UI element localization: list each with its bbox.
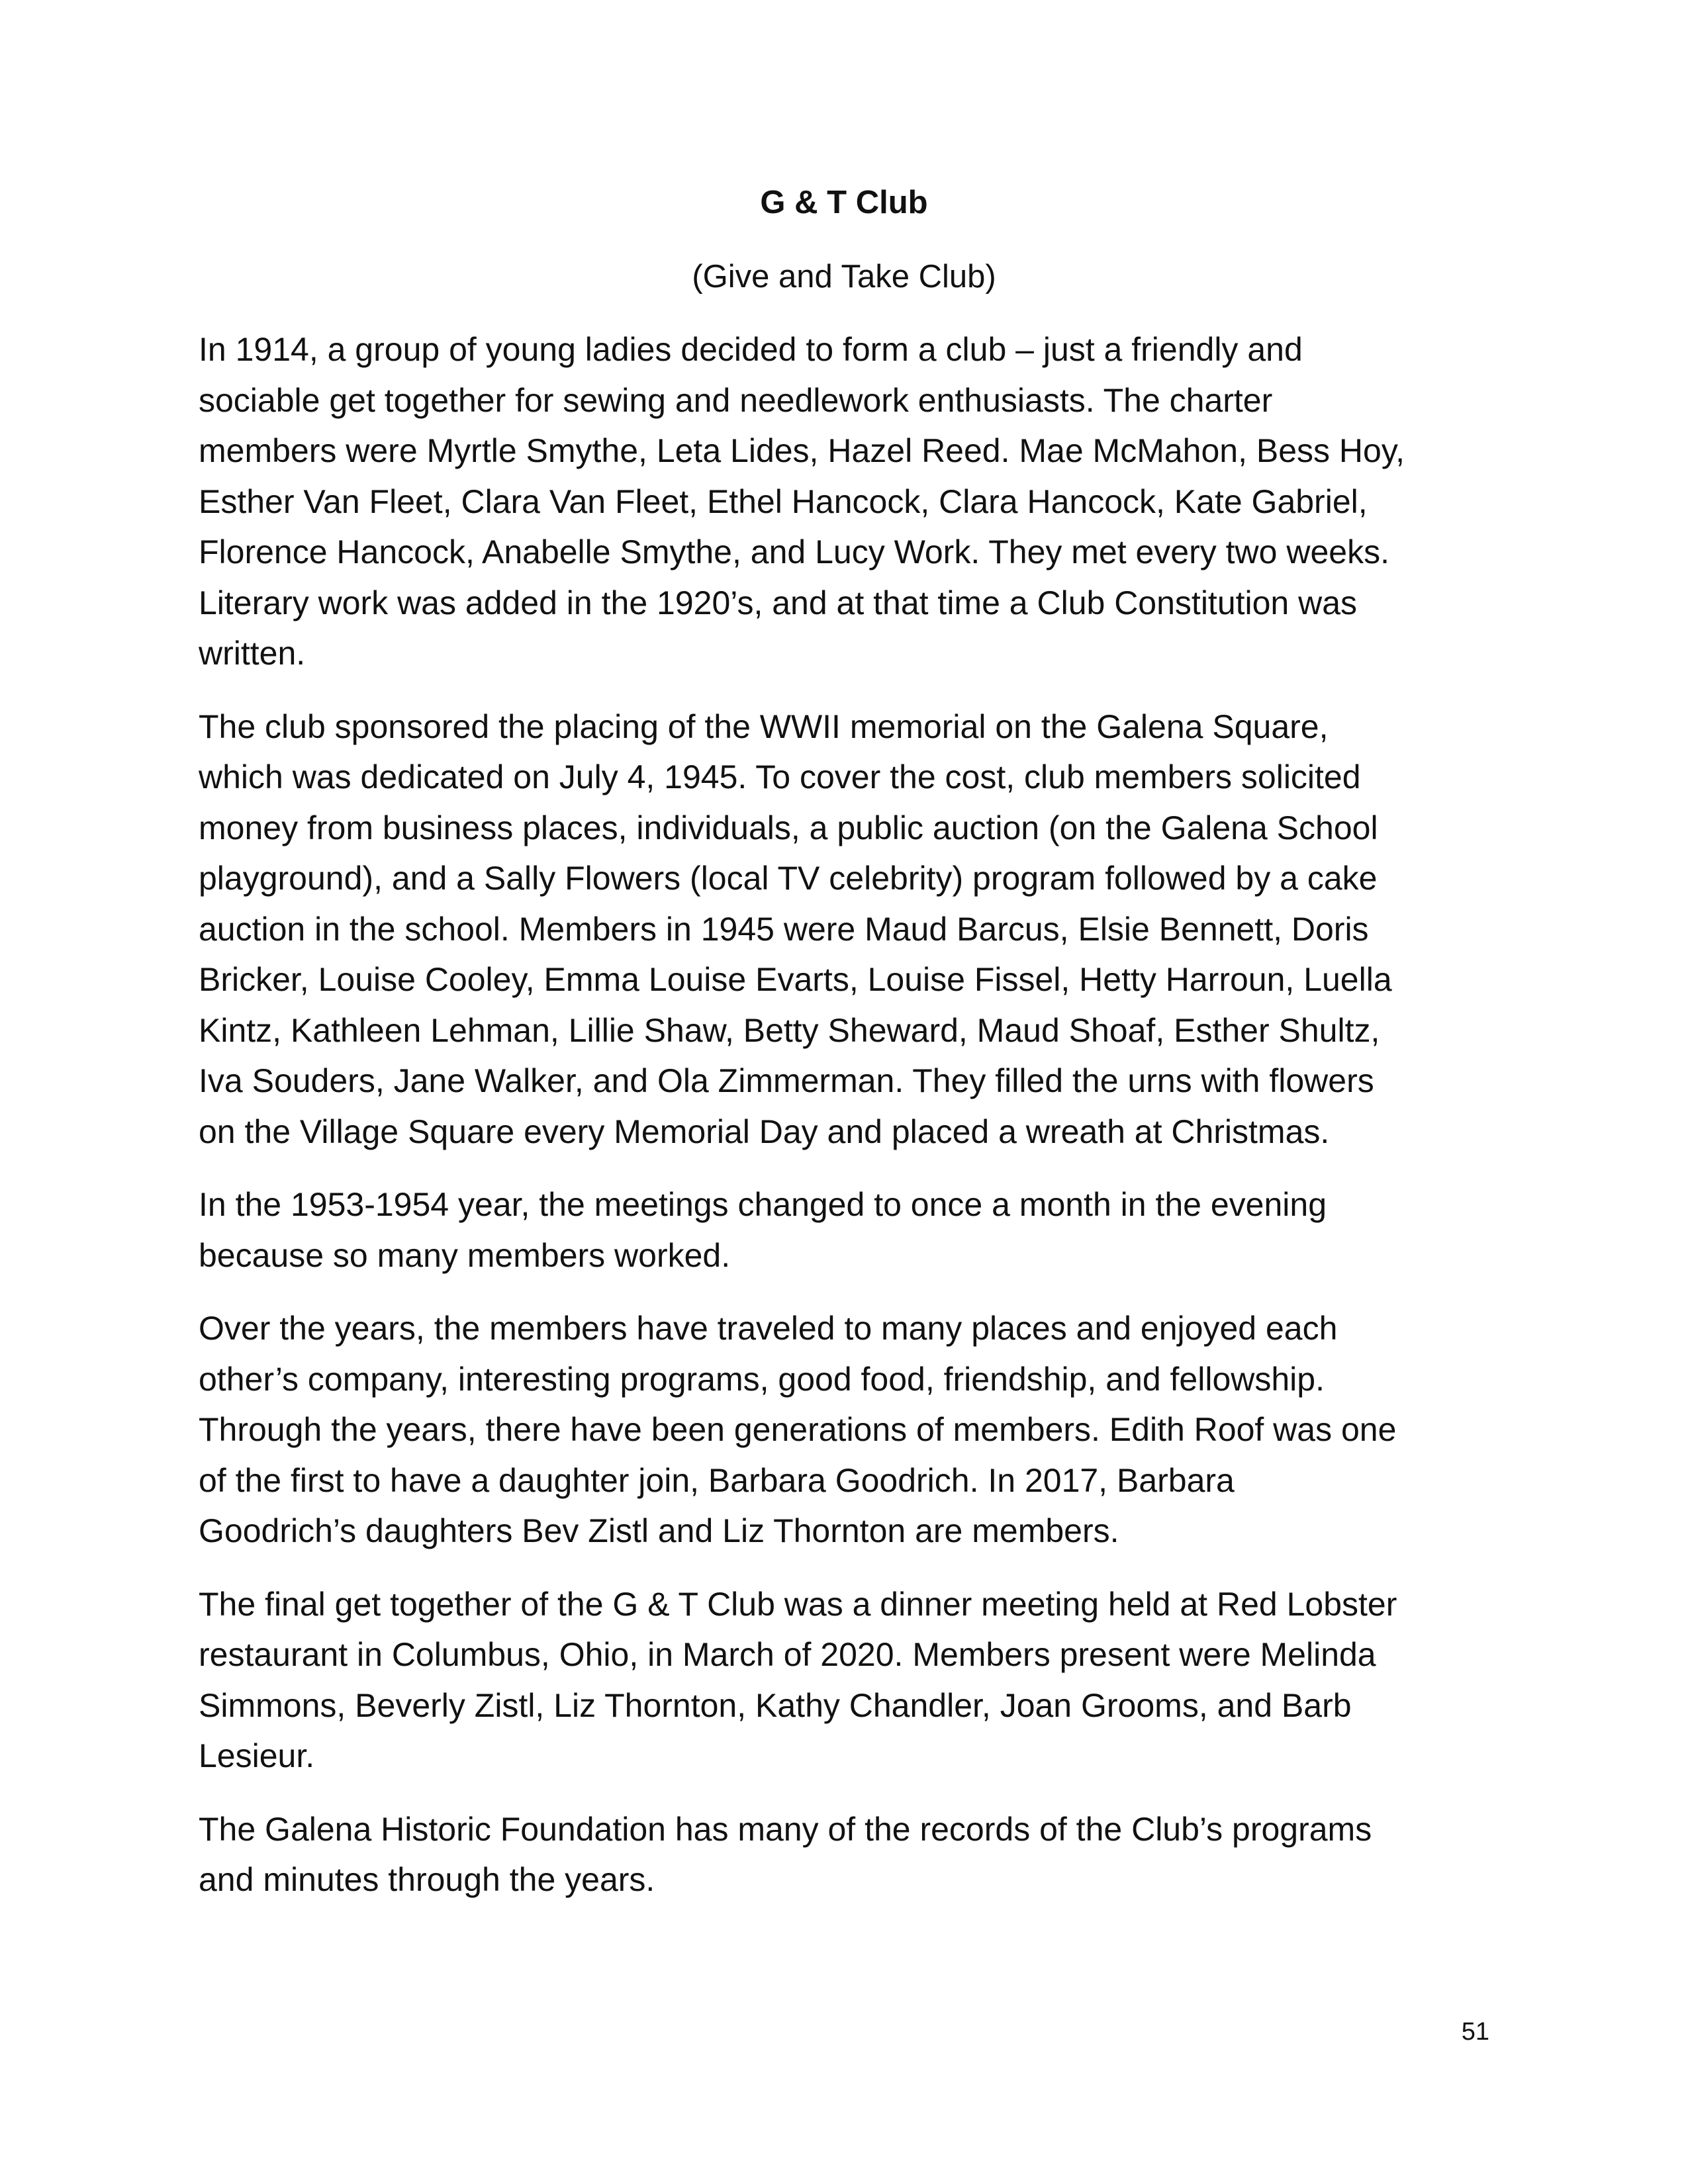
text-line: money from business places, individuals, a public auction (on the Galena School: [199, 809, 1378, 846]
text-line: written.: [199, 635, 306, 672]
text-line: sociable get together for sewing and needlework enthusiasts. The charter: [199, 381, 1273, 419]
text-line: Kintz, Kathleen Lehman, Lillie Shaw, Betty Sheward, Maud Shoaf, Esther Shultz,: [199, 1011, 1380, 1049]
paragraph-records: [199, 1804, 1496, 1905]
text-line: of the first to have a daughter join, Barbara Goodrich. In 2017, Barbara: [199, 1461, 1235, 1499]
paragraph-generations: [199, 1303, 1496, 1557]
text-line: on the Village Square every Memorial Day and placed a wreath at Christmas.: [199, 1113, 1330, 1150]
paragraph-final-meeting: [199, 1579, 1496, 1782]
text-line: restaurant in Columbus, Ohio, in March of 2020. Members present were Melinda: [199, 1636, 1376, 1673]
text-line: because so many members worked.: [199, 1236, 731, 1274]
text-line: Esther Van Fleet, Clara Van Fleet, Ethel Hancock, Clara Hancock, Kate Gabriel,: [199, 482, 1368, 520]
text-line: which was dedicated on July 4, 1945. To cover the cost, club members solicited: [199, 758, 1361, 796]
text-line: In the 1953-1954 year, the meetings changed to once a month in the evening: [199, 1186, 1327, 1223]
paragraph-memorial: [199, 702, 1496, 1158]
text-line: Goodrich’s daughters Bev Zistl and Liz Thornton are members.: [199, 1512, 1119, 1549]
text-line: Lesieur.: [199, 1737, 315, 1774]
text-line: Florence Hancock, Anabelle Smythe, and Lucy Work. They met every two weeks.: [199, 533, 1389, 570]
paragraph-founding: [199, 324, 1496, 679]
text-line: The Galena Historic Foundation has many of the records of the Club’s programs: [199, 1810, 1372, 1848]
text-line: members were Myrtle Smythe, Leta Lides, Hazel Reed. Mae McMahon, Bess Hoy,: [199, 432, 1405, 469]
text-line: The final get together of the G & T Club was a dinner meeting held at Red Lobster: [199, 1585, 1397, 1623]
page-number: 51: [1461, 2018, 1489, 2046]
paragraph-meetings: [199, 1179, 1496, 1281]
text-line: Through the years, there have been generations of members. Edith Roof was one: [199, 1411, 1397, 1448]
page-subtitle: (Give and Take Club): [692, 259, 996, 295]
text-line: and minutes through the years.: [199, 1861, 655, 1898]
text-line: The club sponsored the placing of the WWII memorial on the Galena Square,: [199, 707, 1329, 745]
text-line: Bricker, Louise Cooley, Emma Louise Evarts, Louise Fissel, Hetty Harroun, Luella: [199, 961, 1392, 998]
text-line: Over the years, the members have traveled to many places and enjoyed each: [199, 1310, 1338, 1347]
text-line: Literary work was added in the 1920’s, and at that time a Club Constitution was: [199, 584, 1358, 621]
text-line: Simmons, Beverly Zistl, Liz Thornton, Kathy Chandler, Joan Grooms, and Barb: [199, 1686, 1352, 1724]
text-line: playground), and a Sally Flowers (local TV celebrity) program followed by a cake: [199, 860, 1378, 897]
body-text: [199, 324, 1496, 1928]
text-line: auction in the school. Members in 1945 were Maud Barcus, Elsie Bennett, Doris: [199, 910, 1369, 948]
page-title: G & T Club: [760, 185, 928, 220]
text-line: Iva Souders, Jane Walker, and Ola Zimmerman. They filled the urns with flowers: [199, 1062, 1374, 1099]
text-line: other’s company, interesting programs, good food, friendship, and fellowship.: [199, 1360, 1325, 1398]
text-line: In 1914, a group of young ladies decided to form a club – just a friendly and: [199, 331, 1303, 368]
